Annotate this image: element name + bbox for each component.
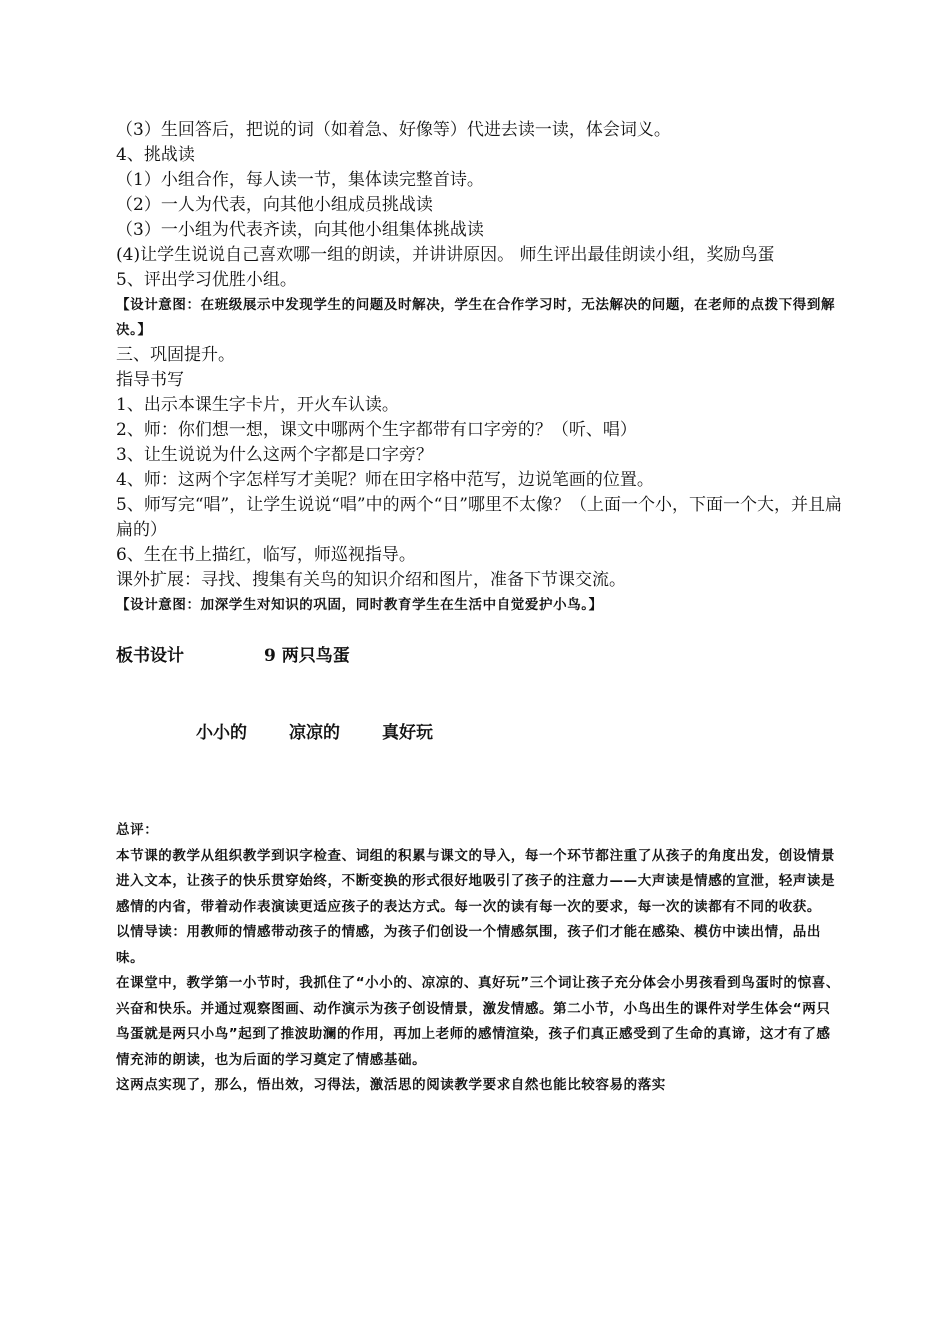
board-design-title: 9 两只鸟蛋	[264, 646, 350, 666]
heading-writing-guide: 指导书写	[116, 370, 184, 390]
design-intent-1: 【设计意图：在班级展示中发现学生的问题及时解决，学生在合作学习时，无法解决的问题，在老师的点拨下得到解决。】	[116, 297, 836, 338]
review-paragraph: 本节课的教学从组织教学到识字检查、词组的积累与课文的导入，每一个环节都注重了从孩子的角度出发，创设情景进入文本，让孩子的快乐贯穿始终，不断变换的形式很好地吸引了孩子的注意力——大声读是情感的宣泄，轻声读是感情的内省，带着动作表演读更适应孩子的表达方式。每一次的读有每一次的要求，每一次的读都有不同的收获。	[116, 847, 836, 915]
board-word: 小小的	[196, 723, 247, 743]
writing-step-1: 1、出示本课生字卡片，开火车认读。	[116, 395, 399, 415]
board-word: 凉凉的	[289, 723, 340, 743]
board-word: 真好玩	[382, 723, 433, 743]
heading-consolidate: 三、巩固提升。	[116, 345, 235, 365]
review-paragraph: 以情导读：用教师的情感带动孩子的情感，为孩子们创设一个情感氛围，孩子们才能在感染、模仿中读出情，品出味。	[116, 924, 821, 966]
writing-step-4: 4、师：这两个字怎样写才美呢？师在田字格中范写，边说笔画的位置。	[116, 470, 654, 490]
writing-step-3: 3、让生说说为什么这两个字都是口字旁？	[116, 445, 433, 465]
design-intent-2: 【设计意图：加深学生对知识的巩固，同时教育学生在生活中自觉爱护小鸟。】	[116, 597, 603, 613]
extension-activity: 课外扩展：寻找、搜集有关鸟的知识介绍和图片，准备下节课交流。	[116, 570, 626, 590]
board-words	[196, 721, 842, 746]
writing-step-2: 2、师：你们想一想，课文中哪两个生字都带有口字旁的？（听、唱）	[116, 420, 637, 440]
review-paragraph: 在课堂中，教学第一小节时，我抓住了“小小的、凉凉的、真好玩”三个词让孩子充分体会小男孩看到鸟蛋时的惊喜、兴奋和快乐。并通过观察图画、动作演示为孩子创设情景，激发情感。第二小节，小鸟出生的课件对学生体会“两只鸟蛋就是两只小鸟”起到了推波助澜的作用，再加上老师的感情渲染，孩子们真正感受到了生命的真谛，这才有了感情充沛的朗读，也为后面的学习奠定了情感基础。	[116, 975, 840, 1068]
writing-step-5: 5、师写完“唱”，让学生说说“唱”中的两个“日”哪里不太像？（上面一个小，下面一个大，并且扁扁的）	[116, 495, 842, 540]
review-section	[116, 818, 842, 1099]
challenge-step-1: （1）小组合作，每人读一节，集体读完整首诗。	[116, 170, 484, 190]
challenge-step-3: （3）一小组为代表齐读，向其他小组集体挑战读	[116, 220, 484, 240]
step-3-answer: （3）生回答后，把说的词（如着急、好像等）代进去读一读，体会词义。	[116, 120, 671, 140]
step-5-best-group: 5、评出学习优胜小组。	[116, 270, 297, 290]
document-page	[116, 118, 842, 1099]
board-design-label: 板书设计	[116, 646, 184, 666]
heading-challenge-read: 4、挑战读	[116, 145, 195, 165]
board-design-heading	[116, 644, 842, 669]
writing-step-6: 6、生在书上描红，临写，师巡视指导。	[116, 545, 416, 565]
review-paragraph: 这两点实现了，那么，悟出效，习得法，激活思的阅读教学要求自然也能比较容易的落实	[116, 1077, 666, 1093]
challenge-step-4: (4)让学生说说自己喜欢哪一组的朗读，并讲讲原因。 师生评出最佳朗读小组，奖励鸟蛋	[116, 245, 775, 265]
review-heading: 总评：	[116, 822, 159, 838]
challenge-step-2: （2）一人为代表，向其他小组成员挑战读	[116, 195, 433, 215]
